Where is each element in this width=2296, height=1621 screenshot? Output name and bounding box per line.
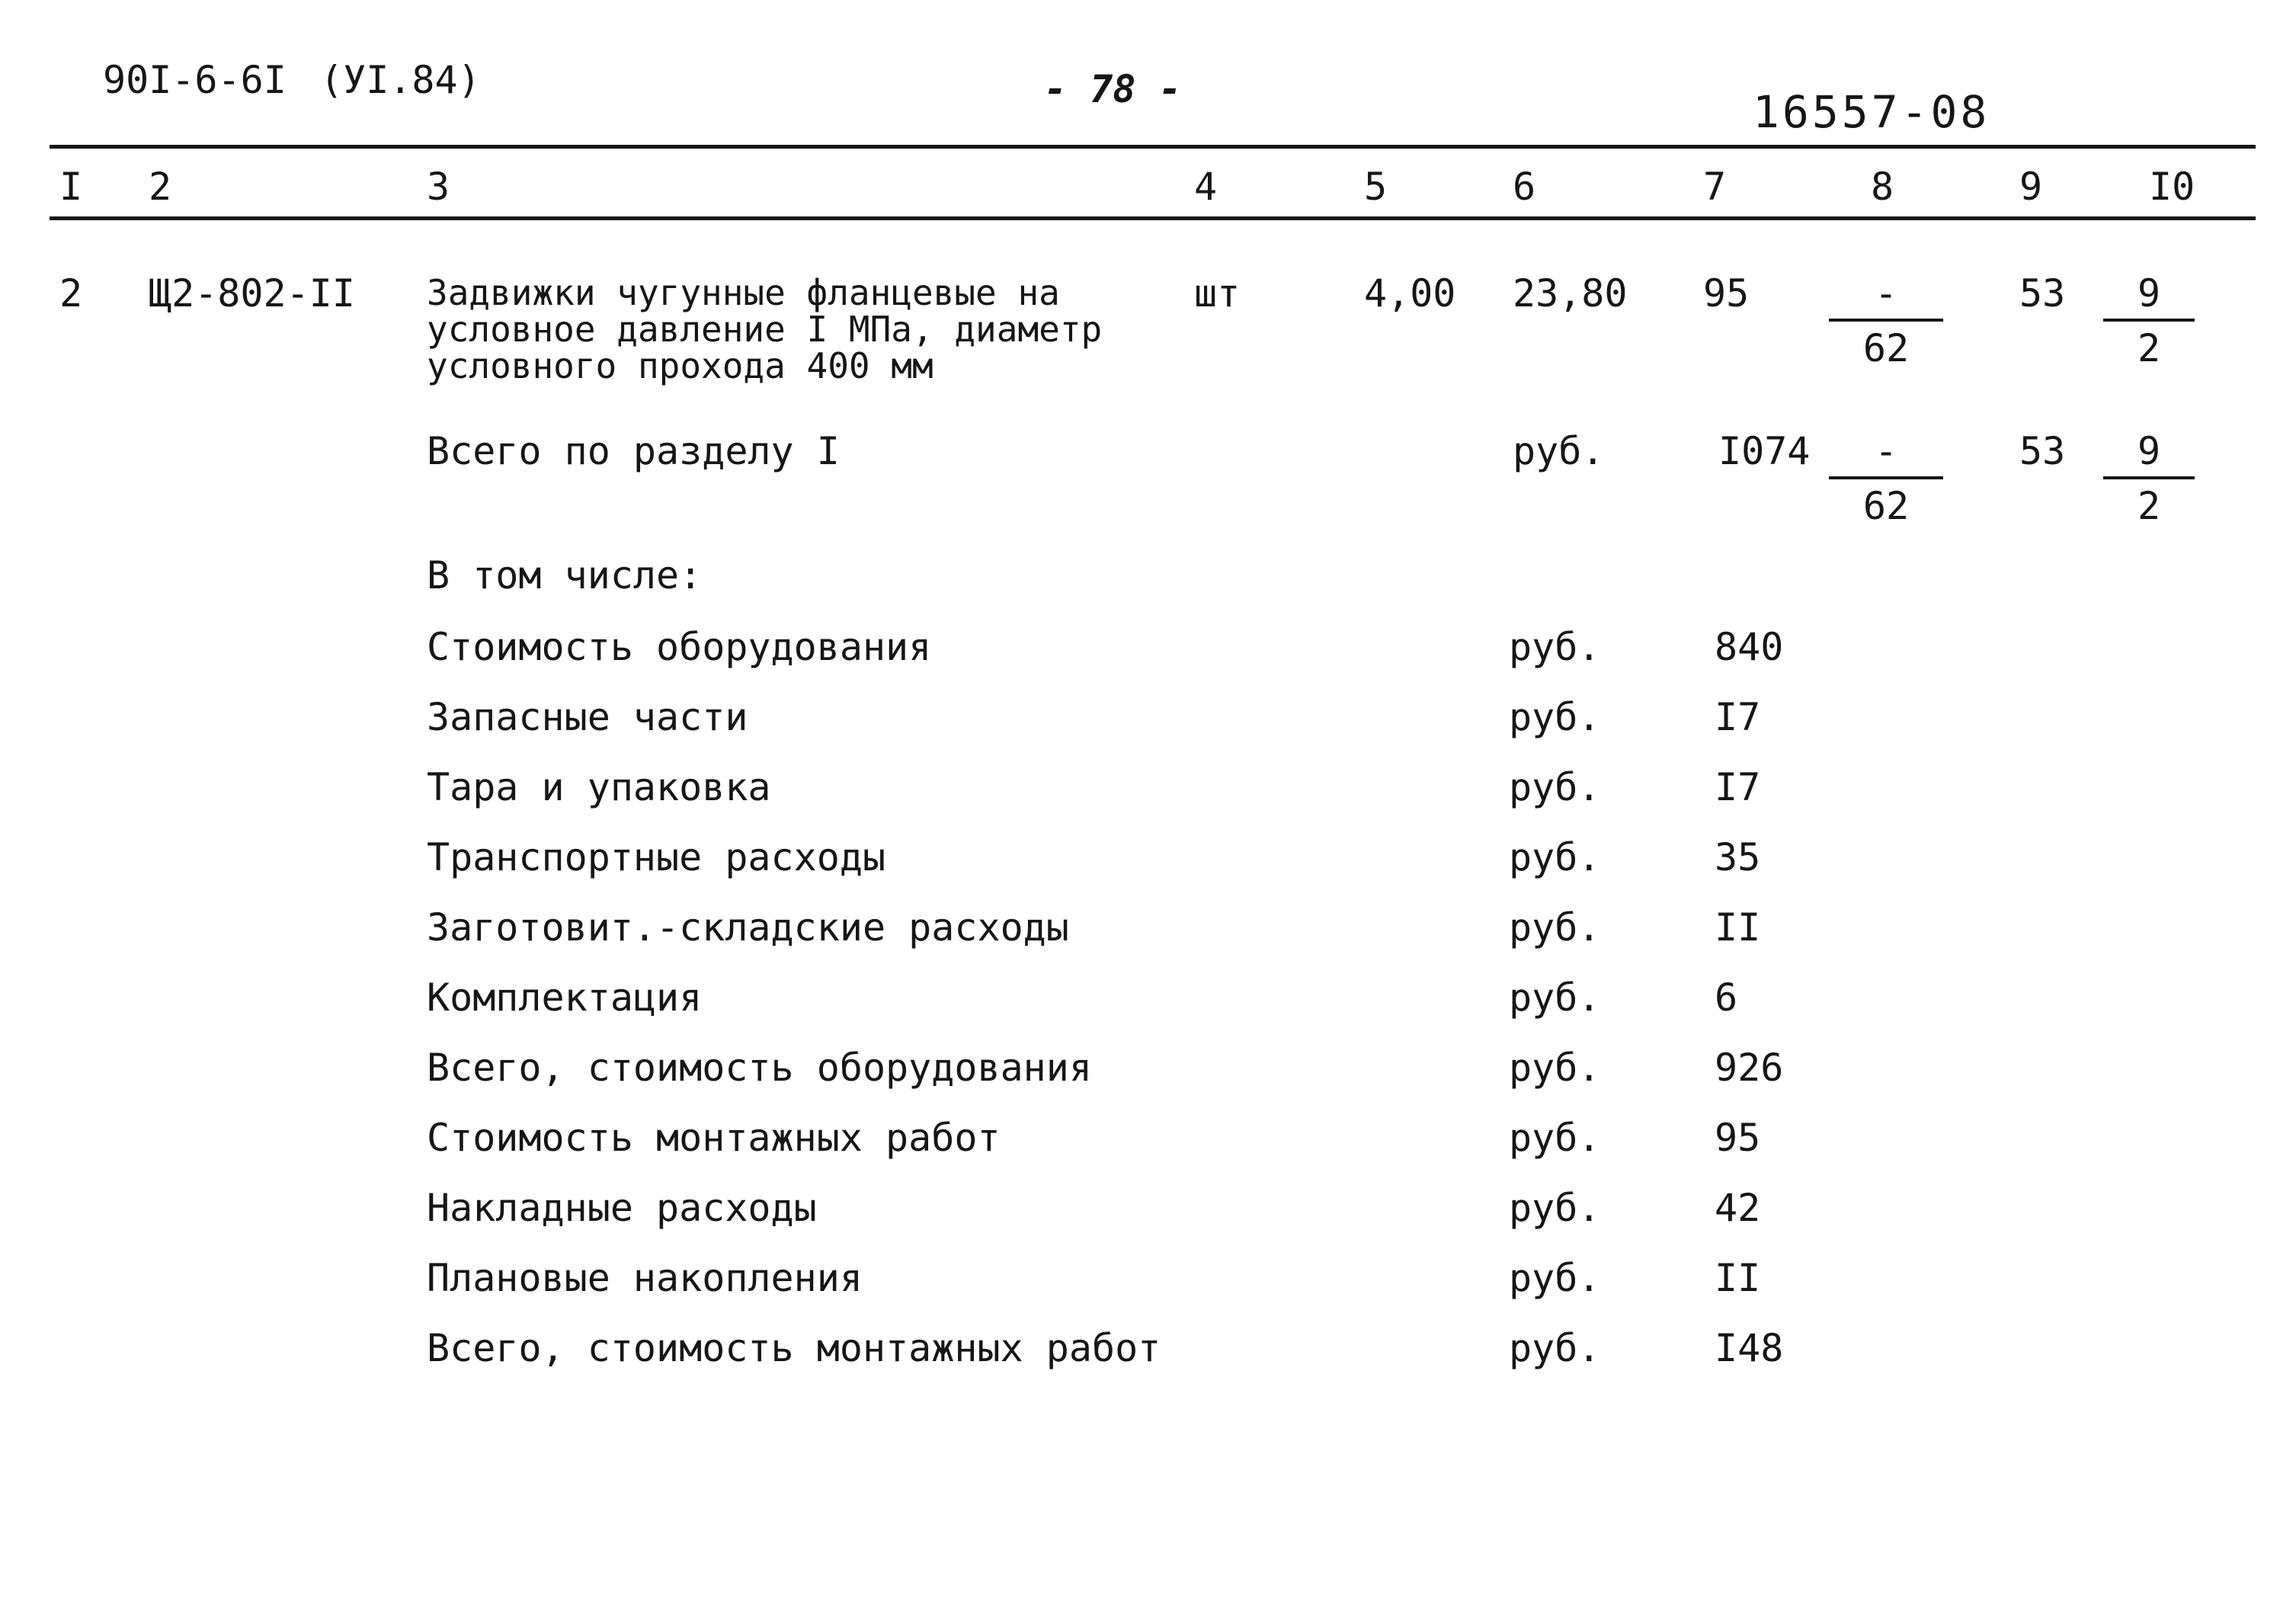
section-col10-top: 9	[2137, 429, 2161, 473]
header-bottom-rule	[50, 216, 2256, 220]
col-header-1: I	[59, 165, 83, 209]
section-col10-fraction	[2103, 429, 2195, 528]
item-quantity: 4,00	[1364, 271, 1456, 316]
item-col8-fraction	[1829, 271, 1943, 370]
breakdown-unit: руб.	[1509, 975, 1601, 1020]
col-header-3: 3	[427, 165, 450, 209]
breakdown-value: I48	[1715, 1326, 1784, 1370]
item-col10-bar	[2103, 319, 2195, 322]
breakdown-unit: руб.	[1509, 1116, 1601, 1160]
col-header-2: 2	[149, 165, 172, 209]
item-unit: шт	[1194, 271, 1241, 316]
breakdown-value: 42	[1715, 1186, 1761, 1230]
breakdown-unit: руб.	[1509, 835, 1601, 879]
section-col8-top: -	[1874, 429, 1898, 473]
breakdown-row	[427, 975, 1951, 1021]
breakdown-row	[427, 1326, 1951, 1372]
header-top-rule	[50, 145, 2256, 149]
breakdown-label: Всего, стоимость монтажных работ	[427, 1326, 1161, 1370]
item-col8-bottom: 62	[1862, 326, 1910, 370]
breakdown-value: 840	[1715, 625, 1784, 669]
item-description-line-3: условного прохода 400 мм	[427, 345, 933, 386]
breakdown-row	[427, 625, 1951, 671]
item-col10-top: 9	[2137, 271, 2161, 316]
col-header-6: 6	[1513, 165, 1536, 209]
including-label: В том числе:	[427, 553, 703, 597]
document-code: 90I-6-6I	[103, 58, 287, 102]
sheet-code: 16557-08	[1753, 86, 1990, 138]
breakdown-label: Заготовит.-складские расходы	[427, 905, 1069, 950]
item-total: 95	[1703, 271, 1750, 316]
breakdown-unit: руб.	[1509, 905, 1601, 950]
breakdown-label: Всего, стоимость оборудования	[427, 1046, 1092, 1090]
breakdown-value: 6	[1715, 975, 1738, 1020]
breakdown-unit: руб.	[1509, 1046, 1601, 1090]
item-col9: 53	[2019, 271, 2066, 316]
breakdown-value: 926	[1715, 1046, 1784, 1090]
item-col8-top: -	[1874, 271, 1898, 316]
breakdown-label: Стоимость монтажных работ	[427, 1116, 1001, 1160]
breakdown-value: II	[1715, 1256, 1761, 1300]
section-col8-bottom: 62	[1862, 484, 1910, 528]
breakdown-unit: руб.	[1509, 625, 1601, 669]
section-total-value: I074	[1718, 429, 1811, 473]
breakdown-row	[427, 1256, 1951, 1302]
breakdown-row	[427, 1046, 1951, 1091]
item-number: 2	[59, 271, 83, 316]
breakdown-label: Плановые накопления	[427, 1256, 863, 1300]
item-unit-price: 23,80	[1513, 271, 1628, 316]
breakdown-value: 95	[1715, 1116, 1761, 1160]
col-header-7: 7	[1703, 165, 1727, 209]
breakdown-row	[427, 835, 1951, 881]
document-date: (УI.84)	[320, 58, 481, 102]
breakdown-value: I7	[1715, 765, 1761, 809]
item-code: Щ2-802-II	[149, 271, 355, 316]
col-header-10: I0	[2149, 165, 2195, 209]
breakdown-label: Тара и упаковка	[427, 765, 771, 809]
breakdown-row	[427, 1186, 1951, 1232]
col-header-8: 8	[1871, 165, 1894, 209]
breakdown-unit: руб.	[1509, 695, 1601, 739]
item-col10-fraction	[2103, 271, 2195, 370]
section-col8-fraction	[1829, 429, 1943, 528]
section-total-label: Всего по разделу I	[427, 429, 840, 473]
breakdown-label: Комплектация	[427, 975, 703, 1020]
breakdown-row	[427, 765, 1951, 811]
breakdown-row	[427, 905, 1951, 951]
item-description-line-1: Задвижки чугунные фланцевые на	[427, 272, 1060, 313]
col-header-9: 9	[2019, 165, 2043, 209]
page-number: - 78 -	[1044, 67, 1182, 111]
breakdown-label: Накладные расходы	[427, 1186, 817, 1230]
breakdown-unit: руб.	[1509, 1256, 1601, 1300]
section-col10-bottom: 2	[2137, 484, 2161, 528]
col-header-4: 4	[1194, 165, 1218, 209]
col-header-5: 5	[1364, 165, 1388, 209]
item-col8-bar	[1829, 319, 1943, 322]
breakdown-label: Стоимость оборудования	[427, 625, 932, 669]
breakdown-value: I7	[1715, 695, 1761, 739]
breakdown-unit: руб.	[1509, 1186, 1601, 1230]
section-col9: 53	[2019, 429, 2066, 473]
breakdown-unit: руб.	[1509, 1326, 1601, 1370]
breakdown-row	[427, 1116, 1951, 1161]
breakdown-label: Транспортные расходы	[427, 835, 886, 879]
breakdown-label: Запасные части	[427, 695, 748, 739]
section-col10-bar	[2103, 476, 2195, 479]
breakdown-value: 35	[1715, 835, 1761, 879]
breakdown-row	[427, 695, 1951, 741]
item-col10-bottom: 2	[2137, 326, 2161, 370]
breakdown-value: II	[1715, 905, 1761, 950]
item-description-line-2: условное давление I МПа, диаметр	[427, 309, 1103, 350]
breakdown-unit: руб.	[1509, 765, 1601, 809]
section-col8-bar	[1829, 476, 1943, 479]
section-total-unit: руб.	[1513, 429, 1605, 473]
